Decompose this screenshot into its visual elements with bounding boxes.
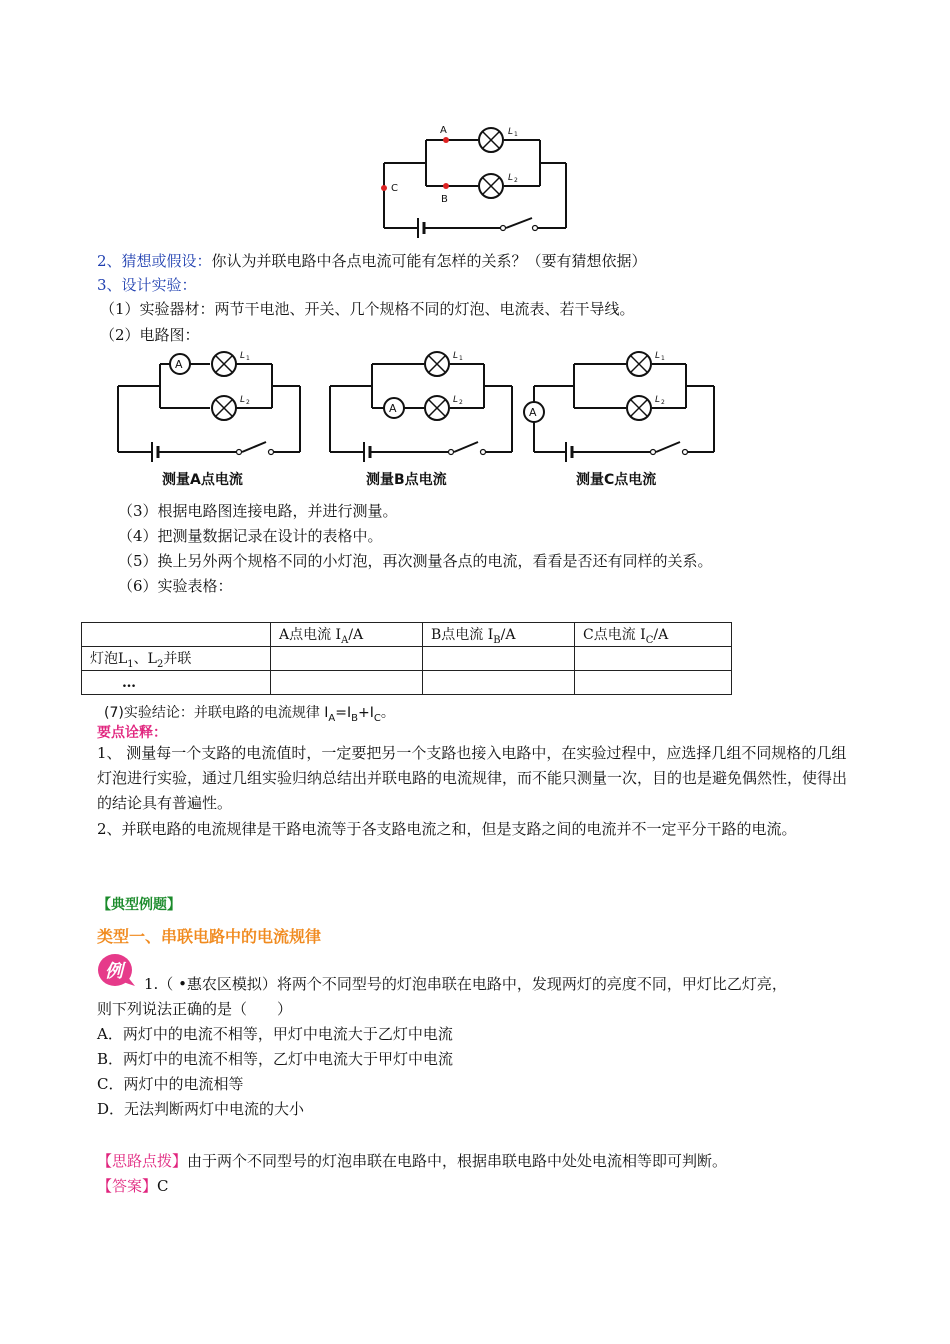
analysis: 【思路点拨】由于两个不同型号的灯泡串联在电路中，根据串联电路中处处电流相等即可判断。 [97,1152,728,1170]
option-b: B．两灯中的电流不相等，乙灯中电流大于甲灯中电流 [97,1050,454,1068]
caption-a: 测量A点电流 [162,472,243,488]
keypoints-title: 要点诠释： [97,725,167,741]
svg-text:L: L [240,351,246,361]
type-1-title: 类型一、串联电路中的电流规律 [97,927,322,946]
svg-text:L: L [240,395,246,405]
question-1-stem-line-1: 1.（ •惠农区模拟）将两个不同型号的灯泡串联在电路中，发现两灯的亮度不同，甲灯比乙灯亮， [144,975,787,993]
header-ib: B点电流 $I_B/A$ [423,623,575,647]
question-1-stem-line-2: 则下列说法正确的是（ ） [97,1000,293,1018]
row-lamps-parallel: 灯泡$L_1$、$L_2$并联 [82,647,271,671]
header-ia: A点电流 $I_A/A$ [271,623,423,647]
keypoint-1: 1、 测量每一个支路的电流值时，一定要把另一个支路也接入电路中，在实验过程中，应选择几组不同规格的几组灯泡进行实验，通过几组实验归纳总结出并联电路的电流规律，而不能只测量一次，目的也是避免偶然性，使得出的结论具有普遍性。 [97,744,848,812]
caption-c: 测量C点电流 [576,472,657,488]
answer: 【答案】C [97,1177,169,1195]
experiment-table [81,622,732,695]
step-3-4: （4）把测量数据记录在设计的表格中。 [118,527,383,545]
row-ellipsis: … [82,671,271,695]
svg-text:1: 1 [661,355,665,362]
label-l2: L [508,173,514,183]
option-d: D．无法判断两灯中电流的大小 [97,1100,305,1118]
svg-text:2: 2 [246,399,250,406]
svg-text:L: L [453,351,459,361]
keypoint-2: 2、并联电路的电流规律是干路电流等于各支路电流之和，但是支路之间的电流并不一定平分干路的电流。 [97,820,797,838]
label-l1: L [508,127,514,137]
svg-text:2: 2 [514,177,518,184]
option-c: C．两灯中的电流相等 [97,1075,244,1093]
step-3-6: （6）实验表格： [118,577,233,595]
circuit-measure-b [322,346,522,490]
example-badge-icon [97,952,139,988]
svg-text:1: 1 [246,355,250,362]
step-3-3: （3）根据电路图连接电路，并进行测量。 [118,502,398,520]
label-c: C [391,183,398,194]
svg-text:1: 1 [514,131,518,138]
step-3-5: （5）换上另外两个规格不同的小灯泡，再次测量各点的电流，看看是否还有同样的关系。 [118,552,713,570]
step-2: 2、猜想或假设：你认为并联电路中各点电流可能有怎样的关系？（要有猜想依据） [97,252,647,270]
circuit-measure-a [112,346,310,490]
svg-text:例: 例 [105,961,123,982]
caption-b: 测量B点电流 [366,472,447,488]
parallel-circuit-diagram [378,122,578,246]
circuit-measure-c [522,346,722,490]
step-3-7-conclusion: (7)实验结论：并联电路的电流规律 $I_A=I_B+I_C$。 [104,705,395,724]
step-3-1: （1）实验器材：两节干电池、开关、几个规格不同的灯泡、电流表、若干导线。 [100,300,635,318]
label-b: B [441,194,448,205]
header-ic: C点电流 $I_C/A$ [575,623,732,647]
ammeter-icon: A [389,402,397,415]
svg-text:L: L [655,351,661,361]
svg-text:L: L [655,395,661,405]
svg-text:2: 2 [459,399,463,406]
label-a: A [440,125,447,136]
svg-text:1: 1 [459,355,463,362]
step-3-title: 3、设计实验： [97,276,197,294]
option-a: A．两灯中的电流不相等，甲灯中电流大于乙灯中电流 [97,1025,453,1043]
svg-text:2: 2 [661,399,665,406]
ammeter-icon: A [529,406,537,419]
step-3-2: （2）电路图： [100,326,200,344]
svg-text:L: L [453,395,459,405]
examples-title: 【典型例题】 [97,897,181,913]
ammeter-icon: A [175,358,183,371]
